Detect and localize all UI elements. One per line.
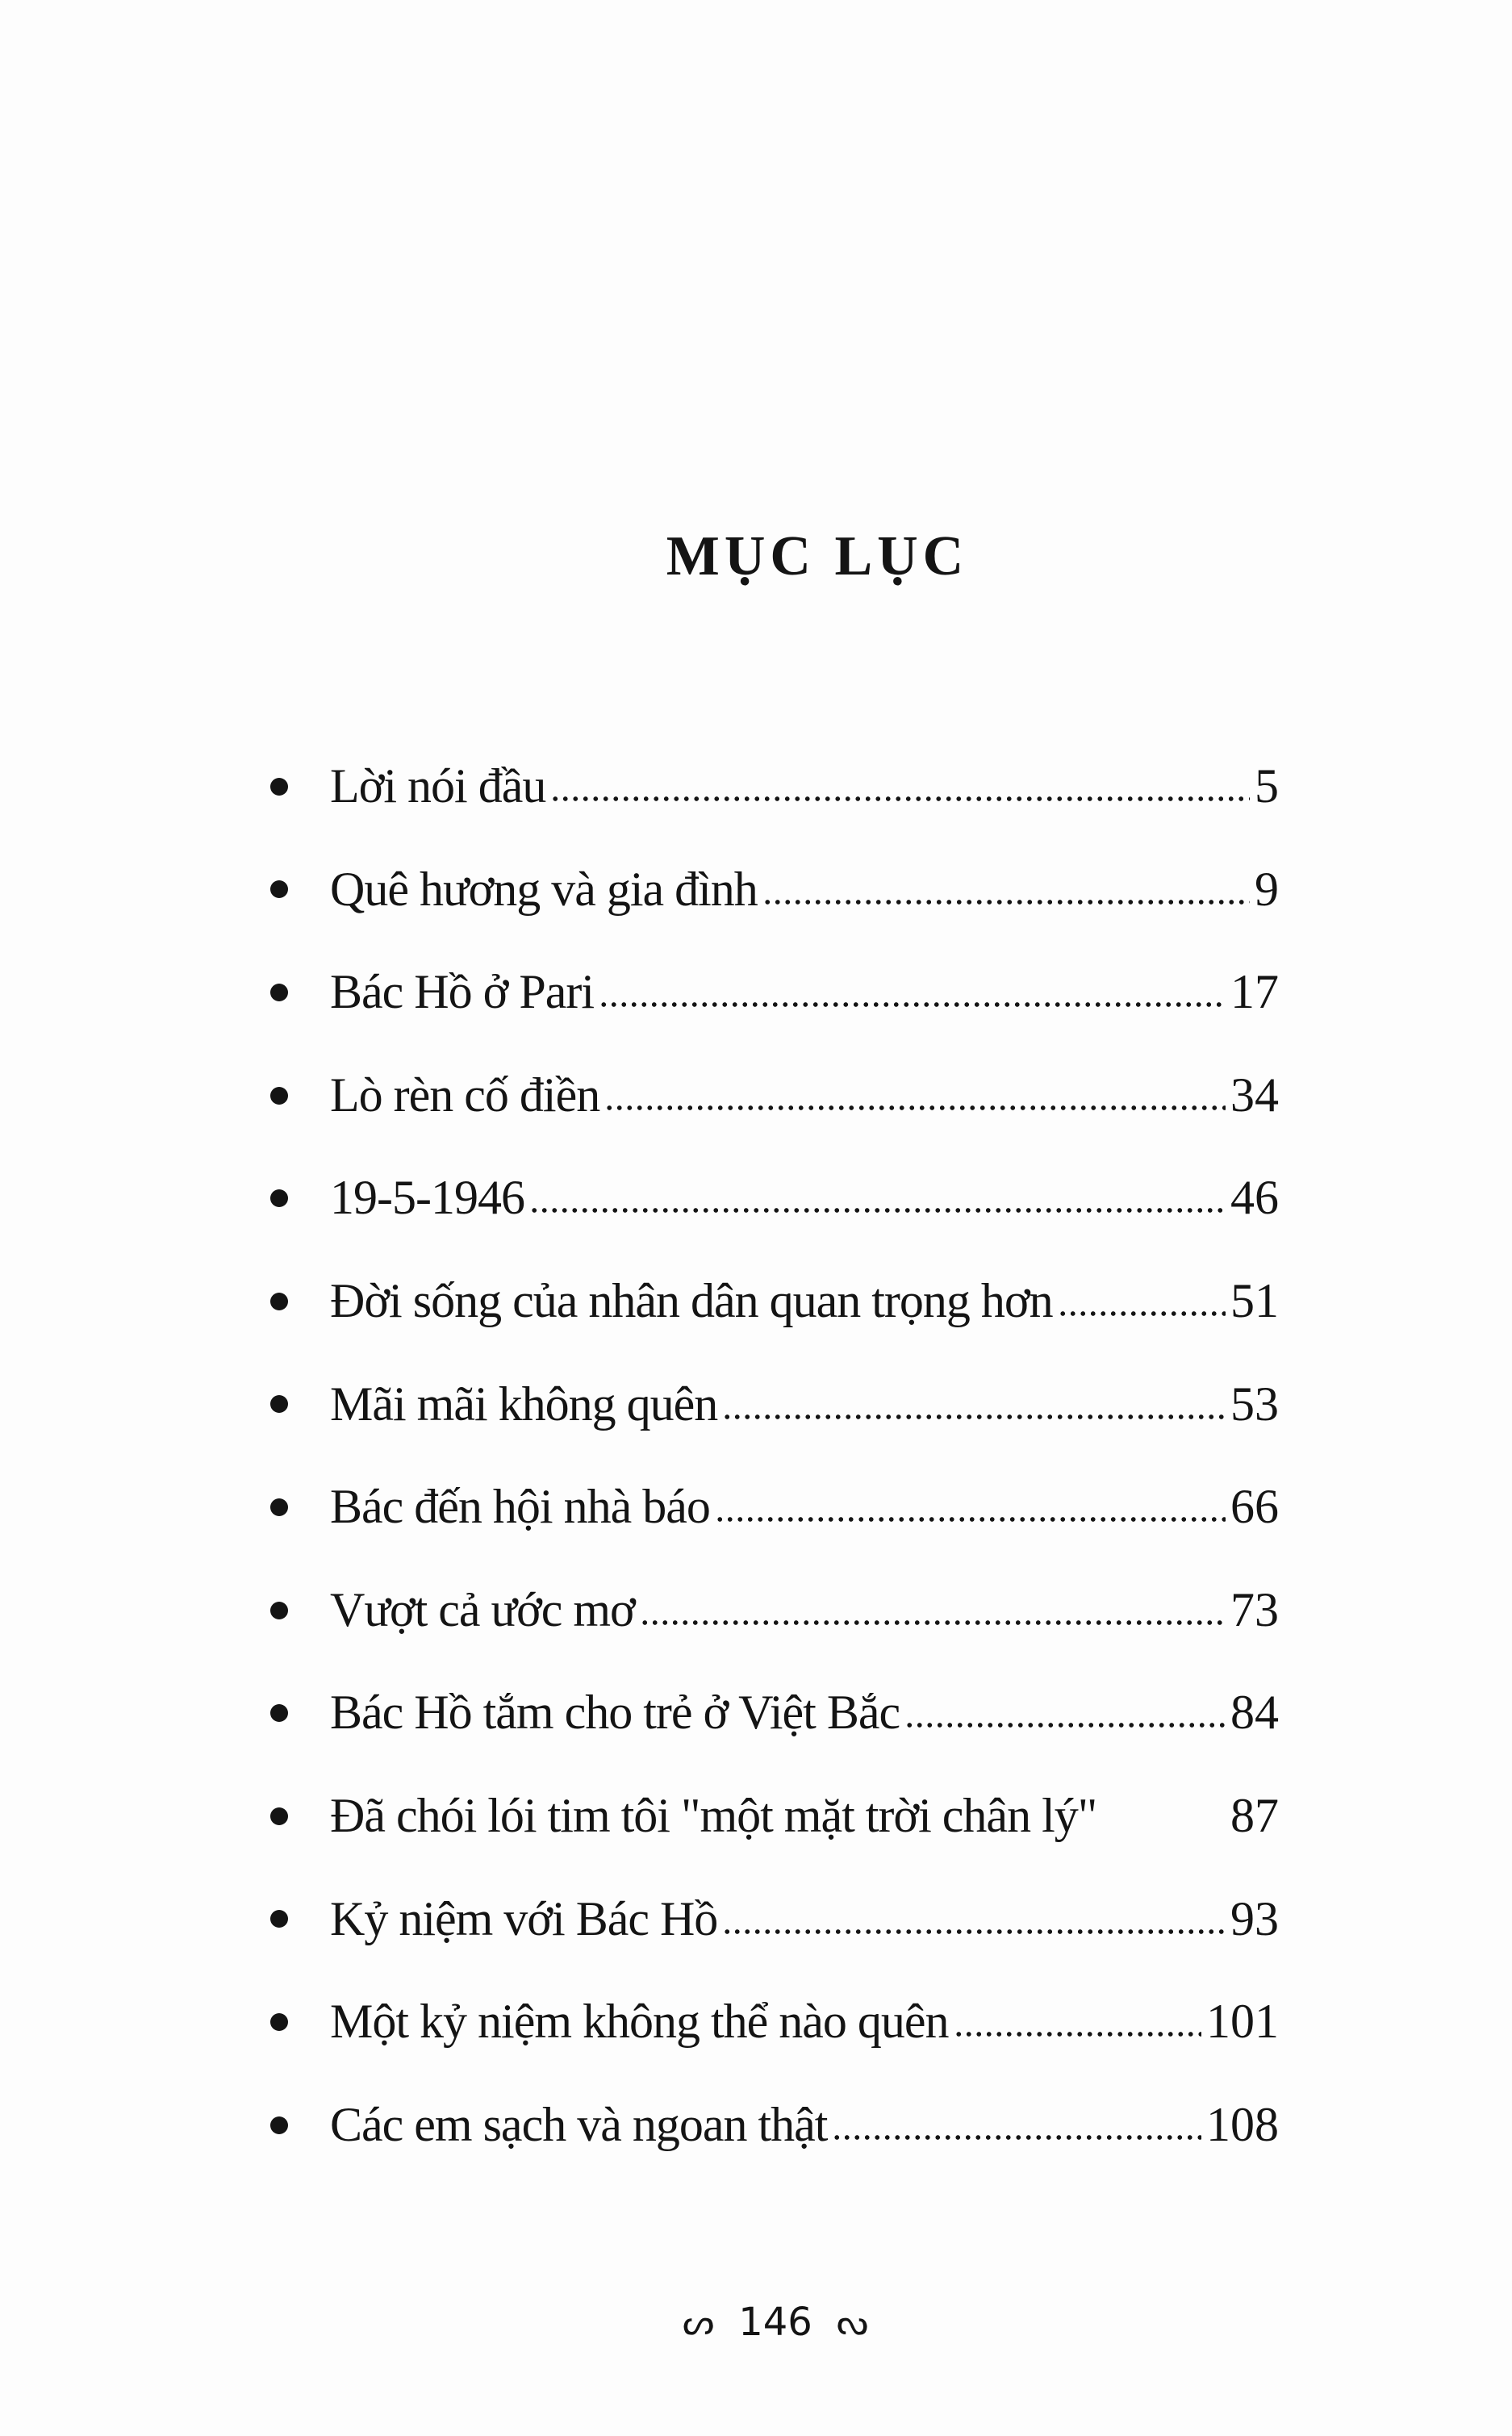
toc-entry-title: 19-5-1946 bbox=[330, 1171, 524, 1225]
toc-entry-title: Lời nói đầu bbox=[330, 759, 546, 813]
toc-entry-title: Lò rèn cố điền bbox=[330, 1068, 600, 1122]
bullet-icon bbox=[270, 2013, 288, 2031]
toc-entry bbox=[270, 1147, 1279, 1250]
toc-entry-title: Bác đến hội nhà báo bbox=[330, 1480, 710, 1534]
toc-entry bbox=[270, 1970, 1279, 2074]
bullet-icon bbox=[270, 1910, 288, 1928]
bullet-icon bbox=[270, 1602, 288, 1619]
bullet-icon bbox=[270, 1395, 288, 1413]
toc-entry bbox=[270, 735, 1279, 838]
toc-entry bbox=[270, 1868, 1279, 1971]
left-swirl-ornament-icon: ᔕ bbox=[682, 2301, 715, 2343]
bullet-icon bbox=[270, 1087, 288, 1105]
bullet-icon bbox=[270, 1293, 288, 1310]
dot-leader bbox=[954, 2031, 1201, 2037]
toc-entry-page: 53 bbox=[1230, 1377, 1279, 1431]
bullet-icon bbox=[270, 2116, 288, 2134]
toc-entry-title: Mãi mãi không quên bbox=[330, 1377, 718, 1431]
dot-leader bbox=[722, 1414, 1226, 1420]
bullet-icon bbox=[270, 984, 288, 1001]
dot-leader bbox=[640, 1619, 1226, 1626]
toc-entry-page: 34 bbox=[1230, 1068, 1279, 1122]
toc-entry-page: 108 bbox=[1206, 2097, 1279, 2151]
dot-leader bbox=[904, 1722, 1226, 1728]
dot-leader bbox=[1058, 1310, 1226, 1317]
page-number: 146 bbox=[738, 2300, 812, 2345]
toc-entry-page: 93 bbox=[1230, 1891, 1279, 1945]
page-title: MỤC LỤC bbox=[666, 525, 969, 587]
toc-entry-title: Các em sạch và ngoan thật bbox=[330, 2097, 828, 2151]
toc-entry bbox=[270, 1044, 1279, 1147]
page-footer bbox=[0, 2300, 1512, 2345]
toc-entry-title: Vượt cả ước mơ bbox=[330, 1582, 635, 1636]
toc-entry-page: 84 bbox=[1230, 1686, 1279, 1740]
bullet-icon bbox=[270, 1807, 288, 1825]
toc-entry-page: 66 bbox=[1230, 1480, 1279, 1534]
bullet-icon bbox=[270, 778, 288, 796]
toc-entry-title: Đã chói lói tim tôi "một mặt trời chân lý" bbox=[330, 1788, 1097, 1842]
toc-entry-page: 46 bbox=[1230, 1171, 1279, 1225]
bullet-icon bbox=[270, 1704, 288, 1722]
toc-entry-title: Một kỷ niệm không thể nào quên bbox=[330, 1995, 949, 2049]
bullet-icon bbox=[270, 880, 288, 898]
toc-entry-page: 5 bbox=[1255, 759, 1279, 813]
toc-entry bbox=[270, 941, 1279, 1044]
dot-leader bbox=[722, 1928, 1226, 1935]
dot-leader bbox=[599, 1001, 1226, 1008]
toc-entry bbox=[270, 1661, 1279, 1765]
toc-entry bbox=[270, 1353, 1279, 1456]
toc-entry-title: Đời sống của nhân dân quan trọng hơn bbox=[330, 1273, 1053, 1327]
right-swirl-ornament-icon: ᔓ bbox=[836, 2301, 869, 2343]
dot-leader bbox=[762, 899, 1250, 905]
dot-leader bbox=[832, 2134, 1201, 2141]
bullet-icon bbox=[270, 1498, 288, 1516]
toc-entry bbox=[270, 1765, 1279, 1868]
toc-entry bbox=[270, 2074, 1279, 2177]
dot-leader bbox=[604, 1105, 1226, 1111]
toc-entry-title: Quê hương và gia đình bbox=[330, 862, 758, 916]
toc-entry-page: 51 bbox=[1230, 1273, 1279, 1327]
toc-entry bbox=[270, 838, 1279, 942]
dot-leader bbox=[550, 796, 1250, 802]
toc-entry-page: 73 bbox=[1230, 1582, 1279, 1636]
table-of-contents bbox=[270, 735, 1279, 2176]
toc-entry bbox=[270, 1250, 1279, 1353]
toc-entry-page: 87 bbox=[1230, 1788, 1279, 1842]
toc-entry-title: Bác Hồ ở Pari bbox=[330, 965, 594, 1019]
toc-entry-page: 17 bbox=[1230, 965, 1279, 1019]
bullet-icon bbox=[270, 1189, 288, 1207]
toc-entry-title: Bác Hồ tắm cho trẻ ở Việt Bắc bbox=[330, 1686, 900, 1740]
dot-leader bbox=[529, 1207, 1226, 1214]
toc-entry-page: 9 bbox=[1255, 862, 1279, 916]
dot-leader bbox=[715, 1516, 1226, 1523]
toc-entry bbox=[270, 1559, 1279, 1662]
toc-entry-title: Kỷ niệm với Bác Hồ bbox=[330, 1891, 718, 1945]
toc-entry bbox=[270, 1456, 1279, 1559]
toc-entry-page: 101 bbox=[1206, 1995, 1279, 2049]
